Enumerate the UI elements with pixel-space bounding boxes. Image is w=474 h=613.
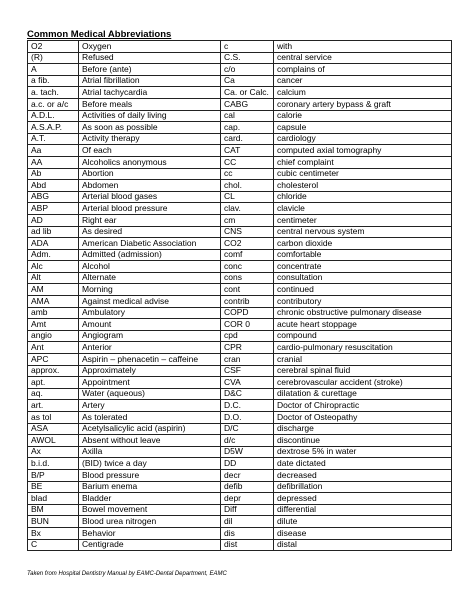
abbreviations-table <box>27 40 452 551</box>
left-meaning-cell: Right ear <box>79 214 221 226</box>
left-meaning-cell: Abdomen <box>79 180 221 192</box>
right-abbreviation-cell: conc <box>221 261 274 273</box>
left-abbreviation-cell: (R) <box>28 52 79 64</box>
left-abbreviation-cell: A.D.L. <box>28 110 79 122</box>
table-row <box>28 365 452 377</box>
right-abbreviation-cell: cons <box>221 272 274 284</box>
right-meaning-cell: carbon dioxide <box>274 238 452 250</box>
right-meaning-cell: computed axial tomography <box>274 145 452 157</box>
right-abbreviation-cell: CC <box>221 156 274 168</box>
table-row <box>28 191 452 203</box>
table-row <box>28 75 452 87</box>
left-meaning-cell: Admitted (admission) <box>79 249 221 261</box>
table-row <box>28 52 452 64</box>
left-meaning-cell: Axilla <box>79 446 221 458</box>
right-abbreviation-cell: cpd <box>221 330 274 342</box>
left-abbreviation-cell: ad lib <box>28 226 79 238</box>
right-meaning-cell: decreased <box>274 469 452 481</box>
right-abbreviation-cell: D.C. <box>221 400 274 412</box>
left-meaning-cell: As desired <box>79 226 221 238</box>
right-meaning-cell: Doctor of Chiropractic <box>274 400 452 412</box>
left-abbreviation-cell: Amt <box>28 319 79 331</box>
left-abbreviation-cell: b.i.d. <box>28 458 79 470</box>
left-abbreviation-cell: A <box>28 64 79 76</box>
right-abbreviation-cell: Diff <box>221 504 274 516</box>
table-row <box>28 249 452 261</box>
right-abbreviation-cell: card. <box>221 133 274 145</box>
left-meaning-cell: Before meals <box>79 98 221 110</box>
right-meaning-cell: cardio-pulmonary resuscitation <box>274 342 452 354</box>
right-abbreviation-cell: comf <box>221 249 274 261</box>
left-meaning-cell: Alcohol <box>79 261 221 273</box>
left-meaning-cell: Activity therapy <box>79 133 221 145</box>
left-abbreviation-cell: Bx <box>28 527 79 539</box>
left-meaning-cell: As soon as possible <box>79 122 221 134</box>
left-abbreviation-cell: BUN <box>28 516 79 528</box>
left-meaning-cell: Angiogram <box>79 330 221 342</box>
left-abbreviation-cell: angio <box>28 330 79 342</box>
right-meaning-cell: differential <box>274 504 452 516</box>
right-abbreviation-cell: CL <box>221 191 274 203</box>
table-row <box>28 41 452 53</box>
left-meaning-cell: Ambulatory <box>79 307 221 319</box>
right-meaning-cell: consultation <box>274 272 452 284</box>
table-row <box>28 284 452 296</box>
left-abbreviation-cell: ABG <box>28 191 79 203</box>
right-meaning-cell: chloride <box>274 191 452 203</box>
right-meaning-cell: continued <box>274 284 452 296</box>
table-row <box>28 330 452 342</box>
left-meaning-cell: Amount <box>79 319 221 331</box>
right-meaning-cell: discharge <box>274 423 452 435</box>
right-abbreviation-cell: COR 0 <box>221 319 274 331</box>
left-abbreviation-cell: APC <box>28 354 79 366</box>
left-meaning-cell: Alcoholics anonymous <box>79 156 221 168</box>
table-row <box>28 539 452 551</box>
right-meaning-cell: depressed <box>274 493 452 505</box>
right-meaning-cell: coronary artery bypass & graft <box>274 98 452 110</box>
right-meaning-cell: comfortable <box>274 249 452 261</box>
right-meaning-cell: dilatation & curettage <box>274 388 452 400</box>
right-abbreviation-cell: CNS <box>221 226 274 238</box>
left-abbreviation-cell: AWOL <box>28 435 79 447</box>
left-abbreviation-cell: blad <box>28 493 79 505</box>
left-abbreviation-cell: art. <box>28 400 79 412</box>
right-abbreviation-cell: D&C <box>221 388 274 400</box>
left-meaning-cell: Alternate <box>79 272 221 284</box>
left-meaning-cell: Atrial fibrillation <box>79 75 221 87</box>
right-meaning-cell: capsule <box>274 122 452 134</box>
left-abbreviation-cell: BM <box>28 504 79 516</box>
right-meaning-cell: cerebrovascular accident (stroke) <box>274 377 452 389</box>
right-meaning-cell: cardiology <box>274 133 452 145</box>
right-meaning-cell: cranial <box>274 354 452 366</box>
table-row <box>28 400 452 412</box>
left-abbreviation-cell: AA <box>28 156 79 168</box>
left-meaning-cell: Activities of daily living <box>79 110 221 122</box>
right-abbreviation-cell: c <box>221 41 274 53</box>
left-meaning-cell: Arterial blood gases <box>79 191 221 203</box>
page-title: Common Medical Abbreviations <box>27 29 172 40</box>
right-abbreviation-cell: CPR <box>221 342 274 354</box>
right-abbreviation-cell: DD <box>221 458 274 470</box>
table-row <box>28 238 452 250</box>
table-row <box>28 435 452 447</box>
right-meaning-cell: chronic obstructive pulmonary disease <box>274 307 452 319</box>
right-meaning-cell: defibrillation <box>274 481 452 493</box>
table-row <box>28 423 452 435</box>
right-abbreviation-cell: CO2 <box>221 238 274 250</box>
left-meaning-cell: Arterial blood pressure <box>79 203 221 215</box>
left-meaning-cell: Bowel movement <box>79 504 221 516</box>
table-row <box>28 98 452 110</box>
left-meaning-cell: Bladder <box>79 493 221 505</box>
left-abbreviation-cell: AM <box>28 284 79 296</box>
right-abbreviation-cell: CABG <box>221 98 274 110</box>
left-meaning-cell: Blood pressure <box>79 469 221 481</box>
left-abbreviation-cell: Aa <box>28 145 79 157</box>
table-row <box>28 64 452 76</box>
table-row <box>28 319 452 331</box>
left-abbreviation-cell: AD <box>28 214 79 226</box>
right-abbreviation-cell: defib <box>221 481 274 493</box>
left-meaning-cell: Morning <box>79 284 221 296</box>
left-abbreviation-cell: Adm. <box>28 249 79 261</box>
right-meaning-cell: with <box>274 41 452 53</box>
left-meaning-cell: Centigrade <box>79 539 221 551</box>
right-meaning-cell: disease <box>274 527 452 539</box>
right-abbreviation-cell: CAT <box>221 145 274 157</box>
left-abbreviation-cell: O2 <box>28 41 79 53</box>
left-abbreviation-cell: ABP <box>28 203 79 215</box>
right-abbreviation-cell: cont <box>221 284 274 296</box>
table-row <box>28 388 452 400</box>
right-meaning-cell: cancer <box>274 75 452 87</box>
left-meaning-cell: Atrial tachycardia <box>79 87 221 99</box>
right-meaning-cell: discontinue <box>274 435 452 447</box>
left-meaning-cell: Acetylsalicylic acid (aspirin) <box>79 423 221 435</box>
left-abbreviation-cell: A.S.A.P. <box>28 122 79 134</box>
right-abbreviation-cell: D5W <box>221 446 274 458</box>
table-row <box>28 377 452 389</box>
right-meaning-cell: distal <box>274 539 452 551</box>
left-abbreviation-cell: A.T. <box>28 133 79 145</box>
table-row <box>28 226 452 238</box>
right-meaning-cell: dextrose 5% in water <box>274 446 452 458</box>
left-abbreviation-cell: ASA <box>28 423 79 435</box>
right-abbreviation-cell: C.S. <box>221 52 274 64</box>
left-abbreviation-cell: C <box>28 539 79 551</box>
right-abbreviation-cell: cm <box>221 214 274 226</box>
right-meaning-cell: calorie <box>274 110 452 122</box>
right-abbreviation-cell: D/C <box>221 423 274 435</box>
left-meaning-cell: As tolerated <box>79 412 221 424</box>
right-meaning-cell: Doctor of Osteopathy <box>274 412 452 424</box>
left-abbreviation-cell: approx. <box>28 365 79 377</box>
left-abbreviation-cell: aq. <box>28 388 79 400</box>
left-meaning-cell: (BID) twice a day <box>79 458 221 470</box>
right-meaning-cell: clavicle <box>274 203 452 215</box>
left-abbreviation-cell: a fib. <box>28 75 79 87</box>
table-row <box>28 516 452 528</box>
table-row <box>28 168 452 180</box>
left-meaning-cell: Appointment <box>79 377 221 389</box>
right-meaning-cell: contributory <box>274 296 452 308</box>
table-row <box>28 156 452 168</box>
left-abbreviation-cell: a. tach. <box>28 87 79 99</box>
right-abbreviation-cell: cc <box>221 168 274 180</box>
left-meaning-cell: Behavior <box>79 527 221 539</box>
right-abbreviation-cell: chol. <box>221 180 274 192</box>
right-abbreviation-cell: contrib <box>221 296 274 308</box>
table-row <box>28 122 452 134</box>
abbreviations-table-body <box>28 41 452 551</box>
left-abbreviation-cell: as tol <box>28 412 79 424</box>
right-abbreviation-cell: Ca <box>221 75 274 87</box>
right-abbreviation-cell: CVA <box>221 377 274 389</box>
table-row <box>28 307 452 319</box>
right-meaning-cell: central nervous system <box>274 226 452 238</box>
table-row <box>28 110 452 122</box>
right-meaning-cell: complains of <box>274 64 452 76</box>
right-meaning-cell: cerebral spinal fluid <box>274 365 452 377</box>
right-abbreviation-cell: cal <box>221 110 274 122</box>
left-meaning-cell: Anterior <box>79 342 221 354</box>
left-meaning-cell: American Diabetic Association <box>79 238 221 250</box>
right-meaning-cell: compound <box>274 330 452 342</box>
right-meaning-cell: date dictated <box>274 458 452 470</box>
table-row <box>28 133 452 145</box>
left-abbreviation-cell: Alt <box>28 272 79 284</box>
right-abbreviation-cell: cap. <box>221 122 274 134</box>
left-abbreviation-cell: Alc <box>28 261 79 273</box>
left-meaning-cell: Water (aqueous) <box>79 388 221 400</box>
table-row <box>28 261 452 273</box>
left-abbreviation-cell: apt. <box>28 377 79 389</box>
left-abbreviation-cell: amb <box>28 307 79 319</box>
right-abbreviation-cell: dis <box>221 527 274 539</box>
table-row <box>28 87 452 99</box>
left-abbreviation-cell: AMA <box>28 296 79 308</box>
table-row <box>28 412 452 424</box>
table-row <box>28 342 452 354</box>
table-row <box>28 145 452 157</box>
left-meaning-cell: Oxygen <box>79 41 221 53</box>
table-row <box>28 214 452 226</box>
source-footnote: Taken from Hospital Dentistry Manual by EAMC-Dental Department, EAMC <box>27 571 227 577</box>
table-row <box>28 504 452 516</box>
table-row <box>28 481 452 493</box>
right-meaning-cell: centimeter <box>274 214 452 226</box>
right-meaning-cell: concentrate <box>274 261 452 273</box>
table-row <box>28 458 452 470</box>
left-meaning-cell: Against medical advise <box>79 296 221 308</box>
right-abbreviation-cell: decr <box>221 469 274 481</box>
right-abbreviation-cell: COPD <box>221 307 274 319</box>
right-meaning-cell: calcium <box>274 87 452 99</box>
left-meaning-cell: Artery <box>79 400 221 412</box>
left-abbreviation-cell: Ax <box>28 446 79 458</box>
left-abbreviation-cell: Ab <box>28 168 79 180</box>
right-meaning-cell: dilute <box>274 516 452 528</box>
table-row <box>28 493 452 505</box>
table-row <box>28 180 452 192</box>
right-abbreviation-cell: depr <box>221 493 274 505</box>
table-row <box>28 446 452 458</box>
left-meaning-cell: Of each <box>79 145 221 157</box>
right-meaning-cell: chief complaint <box>274 156 452 168</box>
right-abbreviation-cell: dil <box>221 516 274 528</box>
left-meaning-cell: Before (ante) <box>79 64 221 76</box>
left-abbreviation-cell: Abd <box>28 180 79 192</box>
right-abbreviation-cell: D.O. <box>221 412 274 424</box>
left-abbreviation-cell: Ant <box>28 342 79 354</box>
left-abbreviation-cell: BE <box>28 481 79 493</box>
left-meaning-cell: Absent without leave <box>79 435 221 447</box>
left-abbreviation-cell: ADA <box>28 238 79 250</box>
left-meaning-cell: Blood urea nitrogen <box>79 516 221 528</box>
table-row <box>28 527 452 539</box>
table-row <box>28 203 452 215</box>
right-meaning-cell: cubic centimeter <box>274 168 452 180</box>
table-row <box>28 354 452 366</box>
right-abbreviation-cell: CSF <box>221 365 274 377</box>
right-abbreviation-cell: c/o <box>221 64 274 76</box>
right-abbreviation-cell: cran <box>221 354 274 366</box>
table-row <box>28 469 452 481</box>
table-row <box>28 272 452 284</box>
right-abbreviation-cell: Ca. or Calc. <box>221 87 274 99</box>
right-meaning-cell: cholesterol <box>274 180 452 192</box>
left-abbreviation-cell: B/P <box>28 469 79 481</box>
left-meaning-cell: Aspirin – phenacetin – caffeine <box>79 354 221 366</box>
right-abbreviation-cell: dist <box>221 539 274 551</box>
left-meaning-cell: Approximately <box>79 365 221 377</box>
left-meaning-cell: Abortion <box>79 168 221 180</box>
right-abbreviation-cell: clav. <box>221 203 274 215</box>
left-meaning-cell: Refused <box>79 52 221 64</box>
right-meaning-cell: acute heart stoppage <box>274 319 452 331</box>
left-meaning-cell: Barium enema <box>79 481 221 493</box>
table-row <box>28 296 452 308</box>
left-abbreviation-cell: a.c. or a/c <box>28 98 79 110</box>
right-abbreviation-cell: d/c <box>221 435 274 447</box>
right-meaning-cell: central service <box>274 52 452 64</box>
